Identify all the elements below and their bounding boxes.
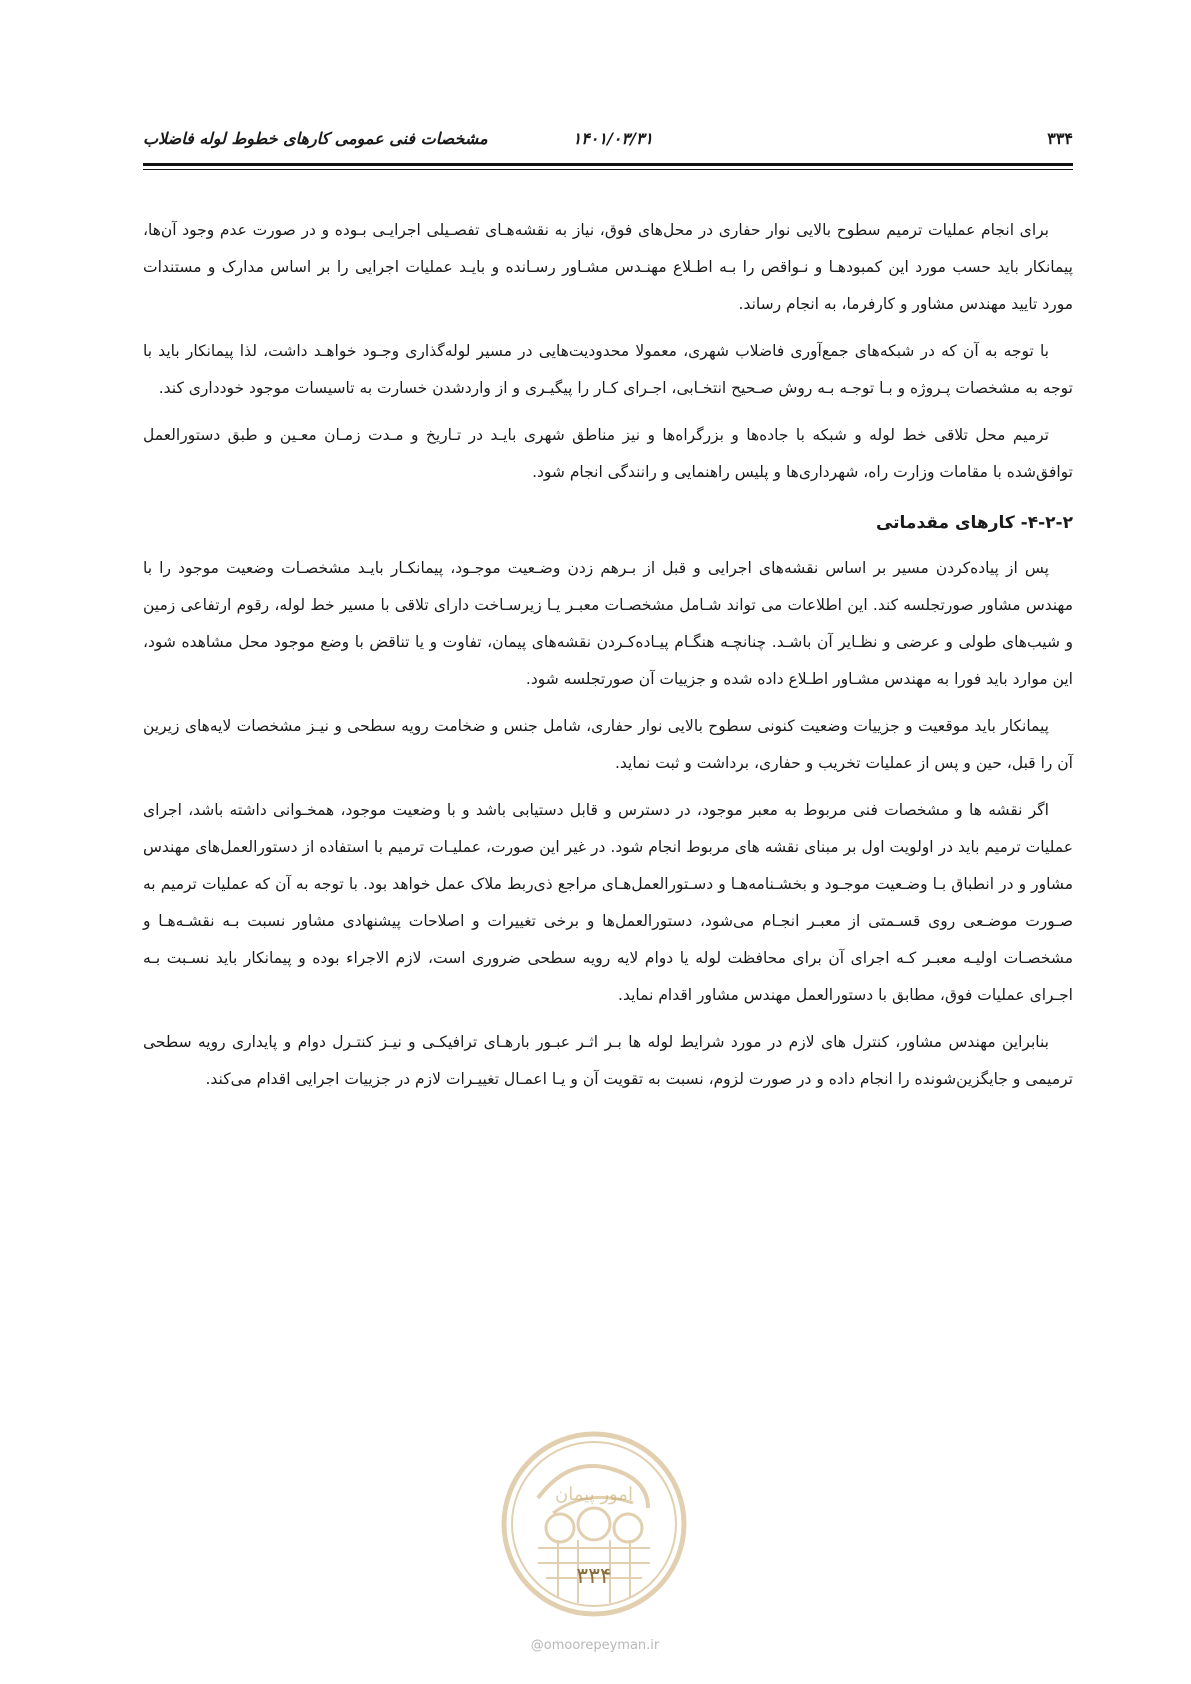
page-number: ۳۳۴: [1047, 129, 1073, 148]
header-rule-thin: [143, 169, 1073, 170]
document-body: [143, 212, 1073, 1108]
header-rule-thick: [143, 163, 1073, 166]
section-heading: ۴-۲-۲- کارهای مقدماتی: [875, 513, 1073, 533]
paragraph: پیمانکار باید موقعیت و جزییات وضعیت کنونی سطوح بالایی نوار حفاری، شامل جنس و ضخامت رویه سطحی و نیـز مشخصات لایه‌های زیرین آن را قبل، حین و پس از عملیات تخریب و حفاری، برداشت و ثبت نماید.: [143, 717, 1073, 772]
stamp-seal-icon: [498, 1428, 690, 1620]
stamp-logo-text: امور پیمان: [555, 1484, 633, 1505]
paragraph: برای انجام عملیات ترمیم سطوح بالایی نوار حفاری در محل‌های فوق، نیاز به نقشه‌هـای تفصـیلی اجرایـی بـوده و در صورت عدم وجود آن‌ها، پیمانکار باید حسب مورد این کمبودهـا و نـواقص را بـه اطـلاع مهنـدس مشـاور رسـانده و بایـد عملیات اجرایی را بر اساس مدارک و مستندات مورد تایید مهندس مشاور و کارفرما، به انجام رساند.: [143, 221, 1073, 313]
page-header: [143, 128, 1073, 158]
watermark-stamp: [498, 1428, 690, 1620]
paragraph: اگر نقشه ها و مشخصات فنی مربوط به معبر موجود، در دسترس و قابل دستیابی باشد و با وضعیت موجود، همخـوانی داشته باشد، اجرای عملیات ترمیم باید در اولویت اول بر مبنای نقشه های مربوط انجام شود. در غیر این صورت، عملیـات ترمیم با استفاده از دستورالعمل‌های مهندس مشاور و در انطباق بـا وضـعیت موجـود و بخشـنامه‌هـا و دسـتورالعمل‌هـای مراجع ذی‌ربط ملاک عمل خواهد بود. با توجه به آن که عملیات ترمیم به صـورت موضـعی روی قسـمتی از معبـر انجـام می‌شود، دستورالعمل‌ها و برخی تغییرات و اصلاحات پیشنهادی مشاور نسبت بـه نقشـه‌هـا و مشخصـات اولیـه معبـر کـه اجرای آن برای محافظت لوله یا دوام لایه رویه سطحی ضروری است، لازم الاجراء بوده و پیمانکار باید نسـبت بـه اجـرای عملیات فوق، مطابق با دستورالعمل مهندس مشاور اقدام نماید.: [143, 801, 1073, 1004]
paragraph: بنابراین مهندس مشاور، کنترل های لازم در مورد شرایط لوله ها بـر اثـر عبـور بارهـای ترافیکـی و نیـز کنتـرل دوام و پایداری رویه سطحی ترمیمی و جایگزین‌شونده را انجام داده و در صورت لزوم، نسبت به تقویت آن و یـا اعمـال تغییـرات لازم در جزییات اجرایی اقدام می‌کند.: [143, 1033, 1073, 1088]
stamp-page-number: ۳۳۴: [576, 1564, 612, 1589]
header-date: ۱۴۰۱/۰۳/۳۱: [572, 129, 653, 148]
paragraph: ترمیم محل تلاقی خط لوله و شبکه با جاده‌ها و بزرگراه‌ها و نیز مناطق شهری بایـد در تـاریخ و مـدت زمـان معـین و طبق دستورالعمل توافق‌شده با مقامات وزارت راه، شهرداری‌ها و پلیس راهنمایی و رانندگی انجام شود.: [143, 426, 1073, 481]
paragraph: پس از پیاده‌کردن مسیر بر اساس نقشه‌های اجرایی و قبل از بـرهم زدن وضـعیت موجـود، پیمانکـار بایـد مشخصـات وضعیت موجود را با مهندس مشاور صورتجلسه کند. این اطلاعات می تواند شـامل مشخصـات معبـر یـا زیرسـاخت دارای تلاقی با مسیر خط لوله، رقوم ارتفاعی زمین و شیب‌های طولی و عرضی و نظـایر آن باشـد. چنانچـه هنگـام پیـاده‌کـردن نقشه‌های پیمان، تفاوت و یا تناقض با وضع موجود محل مشاهده شود، این موارد باید فورا به مهندس مشـاور اطـلاع داده شده و جزییات آن صورتجلسه شود.: [143, 559, 1073, 688]
paragraph: با توجه به آن که در شبکه‌های جمع‌آوری فاضلاب شهری، معمولا محدودیت‌هایی در مسیر لوله‌گذاری وجـود خواهـد داشت، لذا پیمانکار باید با توجه به مشخصات پـروژه و بـا توجـه بـه روش صـحیح انتخـابی، اجـرای کـار را پیگیـری و از واردشدن خسارت به تاسیسات موجود خودداری کند.: [143, 342, 1073, 397]
document-title: مشخصات فنی عمومی کارهای خطوط لوله فاضلاب: [143, 129, 488, 148]
watermark-url: @omoorepeyman.ir: [530, 1638, 660, 1653]
